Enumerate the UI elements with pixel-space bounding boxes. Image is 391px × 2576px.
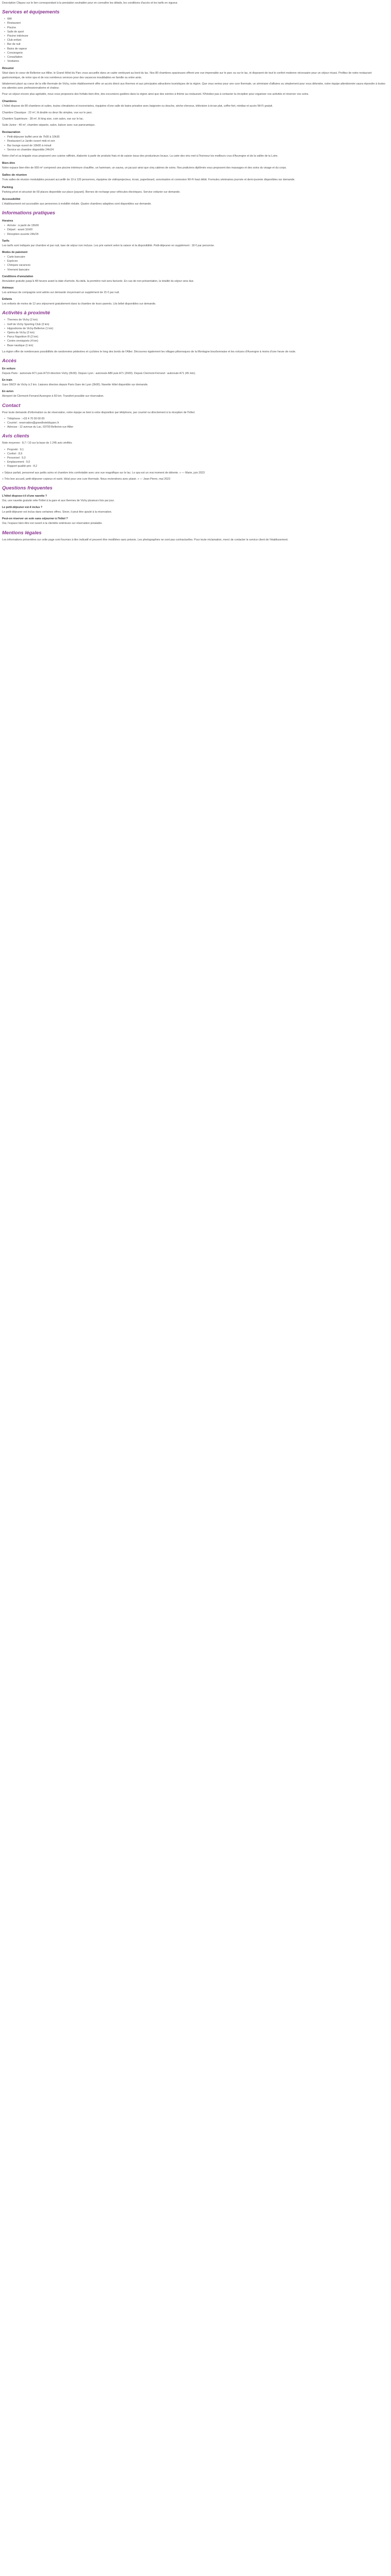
list-item: • Adresse : 12 avenue du Lac, 03700 Bellerive-sur-Allier (7, 425, 389, 429)
paragraph: Les enfants de moins de 12 ans séjournent gratuitement dans la chambre de leurs parents. Lits bébé disponibles sur demande. (2, 302, 156, 306)
subsection-title: Bien-être (2, 162, 15, 165)
list-item: • Virement bancaire (7, 268, 389, 272)
subsection-title: Restauration (2, 131, 21, 134)
list-item: • Base nautique (1 km) (7, 344, 389, 348)
section (2, 485, 389, 526)
subsection-title: Chambres (2, 100, 17, 104)
paragraph: Notre chef et sa brigade vous proposent une cuisine raffinée, élaborée à partir de produits frais et de saison issus des producteurs locaux. La carte des vins met à l'honneur les meilleurs crus d'Auvergne et de la vallée de la Loire. (2, 155, 279, 158)
section (2, 403, 389, 430)
bullet-list (2, 224, 389, 236)
section-title: Contact (2, 402, 21, 409)
paragraph: Chambre Classique : 22 m², lit double ou deux lits simples, vue sur le parc. (2, 111, 93, 114)
list-item: • Bains de vapeur (7, 47, 389, 51)
paragraph: L'hôtel dispose de 80 chambres et suites, toutes climatisées et insonorisées, équipées d'une salle de bains privative avec baignoire ou douche, sèche-cheveux, télévision à écran plat, coffre-fort, minibar et accès Wi-Fi gratuit. (2, 105, 273, 108)
list-item: • Golf de Vichy Sporting Club (3 km) (7, 323, 389, 327)
section-title: Activités à proximité (2, 310, 50, 316)
subsection-title: Résumé (2, 67, 14, 71)
list-item: • Consultation (7, 55, 389, 59)
list-item: • Chèques vacances (7, 263, 389, 267)
list-item: • Hippodrome de Vichy-Bellerive (1 km) (7, 327, 389, 331)
list-item: • Téléphone : +33 4 70 00 00 00 (7, 417, 389, 421)
subsection-title: Peut-on réserver un soin sans séjourner à l'hôtel ? (2, 517, 68, 521)
list-item: • Bar de nuit (7, 42, 389, 46)
list-item: • Centre omnisports (4 km) (7, 339, 389, 343)
section (2, 9, 389, 206)
list-item: • Confort : 8,9 (7, 452, 389, 456)
section (2, 358, 389, 399)
subsection-title: Modes de paiement (2, 250, 28, 254)
list-item: • Emplacement : 9,0 (7, 460, 389, 464)
list-item: • Vestiaires (7, 59, 389, 63)
paragraph: Depuis Paris : autoroute A71 puis A719 direction Vichy (3h30). Depuis Lyon : autoroute A89 puis A71 (2h00). Depuis Clermont-Ferrand : autoroute A71 (45 min). (2, 371, 196, 375)
list-item: • Club enfant (7, 38, 389, 42)
paragraph: Note moyenne : 8,7 / 10 sur la base de 1 245 avis vérifiés. (2, 442, 73, 445)
paragraph: Annulation gratuite jusqu'à 48 heures avant la date d'arrivée. Au-delà, la première nuit sera facturée. En cas de non-présentation, la totalité du séjour sera due. (2, 279, 194, 283)
paragraph: Chambre Supérieure : 28 m², lit king size, coin salon, vue sur le lac. (2, 117, 84, 121)
paragraph: Les animaux de compagnie sont admis sur demande moyennant un supplément de 15 € par nuit. (2, 291, 120, 294)
subsection-title: Enfants (2, 298, 12, 301)
list-item: • Salle de sport (7, 30, 389, 34)
paragraph: Gare SNCF de Vichy à 2 km. Liaisons directes depuis Paris Gare de Lyon (3h00). Navette hôtel disponible sur demande. (2, 383, 149, 387)
list-item: • Bar lounge ouvert de 10h00 à minuit (7, 144, 389, 148)
page (0, 0, 391, 542)
list-item: • Piscine (7, 26, 389, 30)
section-title: Accès (2, 358, 17, 364)
paragraph: « Très bon accueil, petit-déjeuner copieux et varié. Idéal pour une cure thermale. Nous reviendrons avec plaisir. » — Jean-Pierre, mai 2023 (2, 477, 170, 481)
content-area (2, 9, 389, 542)
paragraph: Les tarifs sont indiqués par chambre et par nuit, taxe de séjour non incluse. Les prix varient selon la saison et la disponibilité. Petit-déjeuner en supplément : 18 € par personne. (2, 244, 215, 247)
paragraph: L'établissement est accessible aux personnes à mobilité réduite. Quatre chambres adaptées sont disponibles sur demande. (2, 202, 152, 206)
paragraph: Pour toute demande d'information ou de réservation, notre équipe se tient à votre disposition par téléphone, par courriel ou directement à la réception de l'hôtel. (2, 411, 196, 414)
paragraph: Situé dans le coeur de Bellerive-sur-Allier, le Grand Hôtel du Parc vous accueille dans un cadre verdoyant au bord du lac. Nos 80 chambres spacieuses offrent une vue imprenable sur le parc ou sur le lac, et disposent de tout le confort moderne nécessaire pour un séjour réussi. Profitez de notre restaurant gastronomique, de notre spa et de nos nombreux services pour des vacances inoubliables en famille ou entre amis. (2, 72, 372, 79)
paragraph: Idéalement placé au coeur de la ville thermale de Vichy, notre établissement offre un accès direct aux thermes et aux principales attractions touristiques de la région. Que vous veniez pour une cure thermale, un séminaire d'affaires ou simplement pour vous détendre, notre équipe attentionnée saura répondre à toutes vos attentes avec professionnalisme et chaleur. (2, 82, 385, 90)
paragraph: « Séjour parfait, personnel aux petits soins et chambre très confortable avec une vue magnifique sur le lac. Le spa est un vrai moment de détente. » — Marie, juin 2023 (2, 471, 205, 474)
paragraph: Pour un séjour encore plus agréable, nous vous proposons des forfaits bien-être, des excursions guidées dans la région ainsi que des soirées à thème au restaurant. N'hésitez pas à contacter la réception pour organiser vos activités et réserver vos soins. (2, 93, 309, 96)
paragraph: Aéroport de Clermont-Ferrand Auvergne à 60 km. Transfert possible sur réservation. (2, 395, 104, 398)
bullet-list (2, 255, 389, 272)
list-item: • Arrivée : à partir de 15h00 (7, 224, 389, 228)
bullet-list (2, 17, 389, 63)
subsection-title: L'hôtel dispose-t-il d'une navette ? (2, 495, 47, 498)
subsection-title: Animaux (2, 286, 14, 290)
list-item: • Espèces (7, 259, 389, 263)
list-item: • Petit-déjeuner buffet servi de 7h00 à 10h30 (7, 135, 389, 139)
subsection-title: Tarifs (2, 239, 10, 243)
paragraph: Parking privé et sécurisé de 60 places disponible sur place (payant). Bornes de recharge pour véhicules électriques. Service voiturier sur demande. (2, 190, 181, 194)
paragraph: La région offre de nombreuses possibilités de randonnées pédestres et cyclistes le long des bords de l'Allier. Découvrez également les villages pittoresques de la Montagne bourbonnaise et les volcans d'Auvergne à moins d'une heure de route. (2, 350, 296, 353)
subsection-title: Le petit-déjeuner est-il inclus ? (2, 506, 42, 510)
bullet-list (2, 448, 389, 469)
paragraph: Oui, l'espace bien-être est ouvert à la clientèle extérieure sur réservation préalable. (2, 522, 103, 526)
section (2, 530, 389, 542)
section-title: Avis clients (2, 433, 29, 439)
list-item: • Départ : avant 11h00 (7, 228, 389, 232)
section (2, 210, 389, 306)
list-item: • Opéra de Vichy (2 km) (7, 331, 389, 335)
bullet-list (2, 135, 389, 152)
list-item: • Restaurant (7, 21, 389, 25)
section-title: Mentions légales (2, 530, 42, 536)
paragraph: Suite Junior : 40 m², chambre séparée, salon, balcon avec vue panoramique. (2, 124, 95, 127)
paragraph: Les informations présentées sur cette page sont fournies à titre indicatif et peuvent être modifiées sans préavis. Les photographies ne sont pas contractuelles. Pour toute réclamation, merci de contacter le service client de l'établissement. (2, 538, 288, 541)
paragraph: Oui, une navette gratuite relie l'hôtel à la gare et aux thermes de Vichy plusieurs fois par jour. (2, 499, 115, 502)
subsection-title: En train (2, 379, 12, 382)
section-title: Informations pratiques (2, 210, 55, 216)
bullet-list (2, 417, 389, 430)
subsection-title: Parking (2, 185, 13, 189)
subsection-title: Conditions d'annulation (2, 275, 34, 278)
list-item: • Service en chambre disponible 24h/24 (7, 148, 389, 152)
list-item: • Rapport qualité-prix : 8,2 (7, 464, 389, 468)
list-item: • Courriel : reservation@grandhotelduparc.fr (7, 421, 389, 425)
paragraph: Trois salles de réunion modulables pouvant accueillir de 10 à 120 personnes, équipées de vidéoprojecteur, écran, paperboard, sonorisation et connexion Wi-Fi haut débit. Formules séminaires journée et demi-journée disponibles sur demande. (2, 178, 296, 182)
subsection-title: Salles de réunion (2, 174, 27, 177)
list-item: • Personnel : 9,3 (7, 456, 389, 460)
list-item: • Piscine intérieure (7, 34, 389, 38)
subsection-title: En avion (2, 390, 14, 394)
section (2, 433, 389, 481)
list-item: • Carte bancaire (7, 255, 389, 259)
list-item: • Propreté : 9,1 (7, 448, 389, 452)
section (2, 310, 389, 354)
paragraph: Le petit-déjeuner est inclus dans certaines offres. Sinon, il peut être ajouté à la réservation. (2, 511, 112, 514)
page-intro: Description Cliquez sur le lien correspondant à la prestation souhaitée pour en connaître les détails, les conditions d'accès et les tarifs en vigueur. (2, 2, 178, 5)
subsection-title: En voiture (2, 367, 15, 370)
list-item: • Wifi (7, 17, 389, 21)
section-title: Questions fréquentes (2, 485, 53, 491)
subsection-title: Accessibilité (2, 197, 21, 201)
list-item: • Thermes de Vichy (2 km) (7, 318, 389, 322)
section-title: Services et équipements (2, 9, 60, 15)
list-item: • Parcs Napoléon III (2 km) (7, 335, 389, 339)
list-item: • Réception ouverte 24h/24 (7, 232, 389, 236)
bullet-list (2, 318, 389, 347)
list-item: • Conciergerie (7, 51, 389, 55)
subsection-title: Horaires (2, 219, 13, 223)
paragraph: Notre espace bien-être de 600 m² comprend une piscine intérieure chauffée, un hammam, un sauna, un jacuzzi ainsi que cinq cabines de soins. Nos praticiens diplômés vous proposent des massages et des soins du visage et du corps. (2, 166, 287, 170)
list-item: • Restaurant Le Jardin ouvert midi et soir (7, 139, 389, 143)
